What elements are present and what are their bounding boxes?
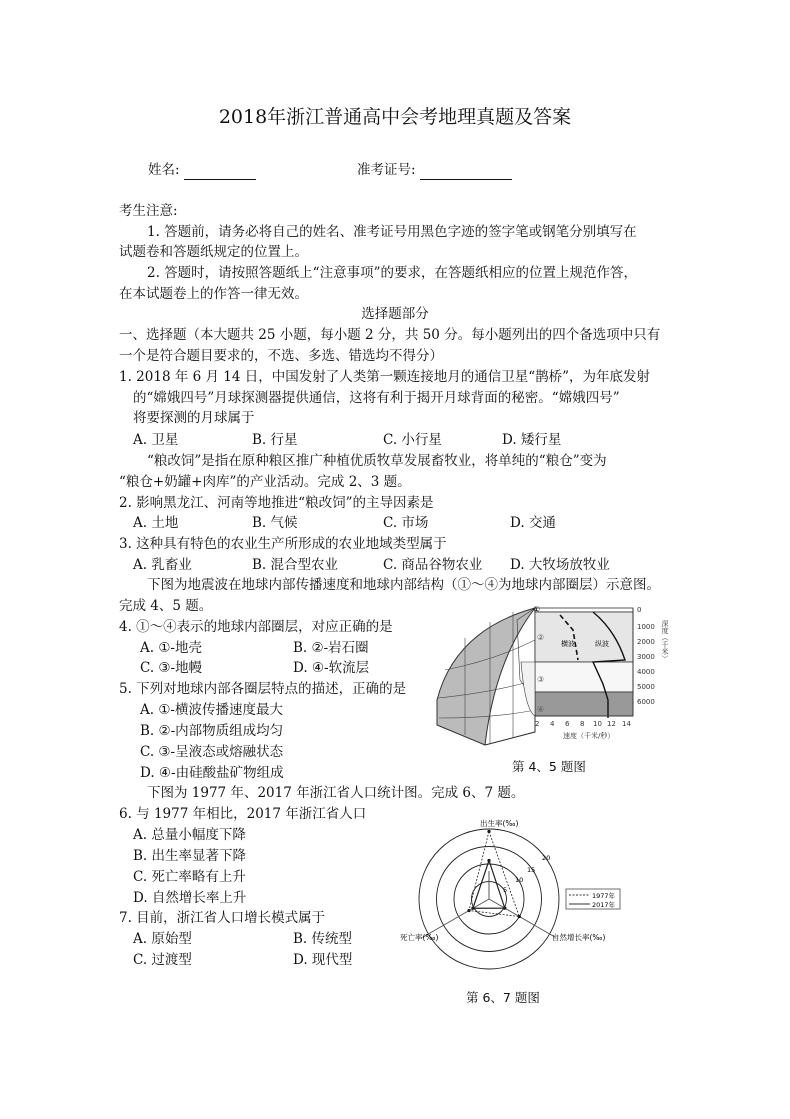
s-wave-label: 横波 [561,640,575,648]
figure-caption: 第 6、7 题图 [466,990,540,1005]
depth-tick: 0 [637,606,642,614]
q6-option-d: D. 自然增长率上升 [133,890,247,906]
q5-stem: 5. 下列对地球内部各圈层特点的描述，正确的是 [119,681,407,697]
q5-option-a: A. ①-横波传播速度最大 [140,702,283,718]
q6-option-b: B. 出生率显著下降 [133,848,247,864]
layer-label-1: ① [533,605,541,614]
notice-heading: 考生注意: [119,203,178,219]
q3-option-a: A. 乳畜业 [133,557,192,573]
depth-tick: 2000 [637,638,655,646]
passage-text: 下图为 1977 年、2017 年浙江省人口统计图。完成 6、7 题。 [147,785,525,801]
name-label: 姓名: [148,162,180,178]
speed-tick: 12 [607,720,616,728]
layer-label-2: ② [537,633,545,642]
q7-stem: 7. 目前，浙江省人口增长模式属于 [119,910,326,926]
earth-structure-figure [425,600,675,760]
ring-tick: 20 [542,854,551,862]
q4-option-a: A. ①-地壳 [140,640,202,656]
passage-text: “粮仓+奶罐+肉库”的产业活动。完成 2、3 题。 [119,474,411,490]
q1-stem: 将要探测的月球属于 [133,410,255,426]
q5-option-c: C. ③-呈液态或熔融状态 [140,744,284,760]
q3-stem: 3. 这种具有特色的农业生产所形成的农业地域类型属于 [119,536,447,552]
radar-axis [489,899,556,938]
speed-tick: 2 [535,720,540,728]
passage-text: 完成 4、5 题。 [119,598,213,614]
q5-option-d: D. ④-由硅酸盐矿物组成 [140,765,284,781]
radar-axis [422,899,489,938]
depth-tick: 4000 [637,668,655,676]
speed-axis-label: 速度（千米/秒） [563,732,615,740]
q1-option-d: D. 矮行星 [502,432,562,448]
depth-tick: 3000 [637,653,655,661]
q7-option-b: B. 传统型 [293,931,353,947]
p-wave-label: 纵波 [595,640,609,648]
intro-text: 一个是符合题目要求的，不选、多选、错选均不得分） [119,348,443,364]
notice-text: 1. 答题前，请务必将自己的姓名、准考证号用黑色字迹的签字笔或钢笔分别填写在 [147,224,637,240]
ring-tick: 10 [515,876,524,884]
q3-option-c: C. 商品谷物农业 [383,557,483,573]
q2-option-d: D. 交通 [510,515,556,531]
axis-label-birth: 出生率(‰) [480,819,519,828]
q3-option-d: D. 大牧场放牧业 [510,557,610,573]
legend-1977: 1977年 [592,892,616,900]
q5-option-b: B. ②-内部物质组成均匀 [140,723,284,739]
depth-tick: 6000 [637,698,655,706]
section-title: 选择题部分 [361,306,429,322]
layer-label-4: ④ [537,705,545,714]
q7-option-c: C. 过渡型 [133,952,192,968]
q7-option-a: A. 原始型 [133,931,192,947]
depth-tick: 5000 [637,683,655,691]
intro-text: 一、选择题（本大题共 25 小题，每小题 2 分，共 50 分。每小题列出的四个备选项中只有 [119,327,661,343]
q1-option-b: B. 行星 [252,432,298,448]
q1-option-a: A. 卫星 [133,432,179,448]
layer-label-3: ③ [537,675,545,684]
q6-stem: 6. 与 1977 年相比，2017 年浙江省人口 [119,806,367,822]
speed-tick: 14 [622,720,631,728]
series-line-1977年 [469,831,519,916]
speed-tick: 8 [580,720,585,728]
axis-label-death: 死亡率(‰) [400,933,439,942]
id-field[interactable] [357,160,512,180]
q2-option-c: C. 市场 [383,515,429,531]
passage-text: 下图为地震波在地球内部传播速度和地球内部结构（①～④为地球内部圈层）示意图。 [147,577,660,593]
q2-stem: 2. 影响黑龙江、河南等地推进“粮改饲”的主导因素是 [119,495,434,511]
q1-option-c: C. 小行星 [383,432,442,448]
q2-option-b: B. 气候 [252,515,298,531]
q4-option-b: B. ②-岩石圈 [293,640,369,656]
q1-stem: 的“嫦娥四号”月球探测器提供通信，这将有利于揭开月球背面的秘密。“嫦娥四号” [133,390,620,406]
ring-tick: 15 [527,866,536,874]
passage-text: “粮改饲”是指在原种粮区推广种植优质牧草发展畜牧业，将单纯的“粮仓”变为 [147,453,607,469]
id-label: 准考证号: [357,162,416,178]
name-field[interactable] [148,160,256,180]
q3-option-b: B. 混合型农业 [252,557,339,573]
q1-stem: 1. 2018 年 6 月 14 日，中国发射了人类第一颗连接地月的通信卫星“鹊桥”，为年底发射 [119,369,651,385]
population-radar-chart [400,810,635,990]
legend-2017: 2017年 [592,901,616,909]
q4-stem: 4. ①～④表示的地球内部圈层，对应正确的是 [119,619,393,635]
notice-text: 2. 答题时，请按照答题纸上“注意事项”的要求，在答题纸相应的位置上规范作答， [147,265,637,281]
speed-tick: 10 [593,720,602,728]
q6-option-a: A. 总量小幅度下降 [133,827,246,843]
notice-text: 试题卷和答题纸规定的位置上。 [119,244,308,260]
q2-option-a: A. 土地 [133,515,179,531]
speed-tick: 6 [565,720,570,728]
depth-axis-label: 深度（千米） [661,620,669,662]
q4-option-d: D. ④-软流层 [293,660,370,676]
speed-tick: 4 [550,720,555,728]
notice-text: 在本试题卷上的作答一律无效。 [119,286,308,302]
q4-option-c: C. ③-地幔 [140,660,203,676]
ring-tick: 5 [503,886,508,894]
depth-tick: 1000 [637,623,655,631]
q6-option-c: C. 死亡率略有上升 [133,869,246,885]
q7-option-d: D. 现代型 [293,952,353,968]
axis-label-natural: 自然增长率(‰) [552,933,606,942]
page-title: 2018年浙江普通高中会考地理真题及答案 [218,106,572,128]
figure-caption: 第 4、5 题图 [512,759,586,774]
